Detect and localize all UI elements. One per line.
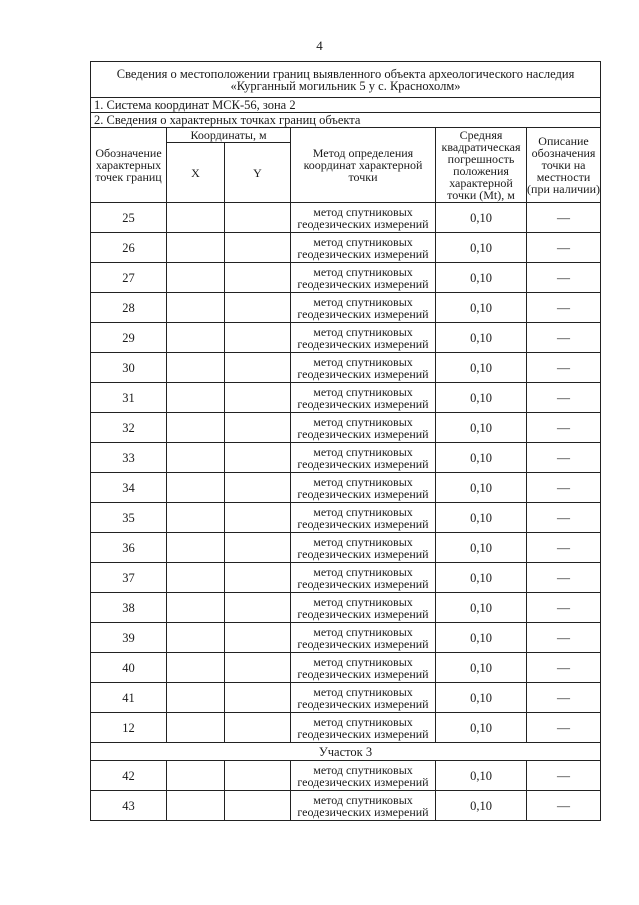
method-line-1: метод спутниковых [313,792,413,807]
coord-y [225,653,291,683]
coord-y [225,353,291,383]
accuracy-value: 0,10 [436,593,527,623]
coord-x [167,791,225,821]
accuracy-value: 0,10 [436,443,527,473]
description-value: — [527,563,601,593]
table-row [91,623,601,653]
coord-y [225,503,291,533]
table-row [91,683,601,713]
description-value: — [527,533,601,563]
method-cell [291,623,436,653]
accuracy-value: 0,10 [436,203,527,233]
coord-x [167,683,225,713]
method-line-1: метод спутниковых [313,762,413,777]
coord-x [167,233,225,263]
method-line-2: геодезических измерений [297,276,429,291]
header-y: Y [225,143,291,203]
point-id: 12 [91,713,167,743]
table-row [91,713,601,743]
method-line-2: геодезических измерений [297,804,429,819]
point-id: 37 [91,563,167,593]
coord-x [167,203,225,233]
method-line-2: геодезических измерений [297,696,429,711]
accuracy-value: 0,10 [436,413,527,443]
coord-x [167,593,225,623]
method-cell [291,353,436,383]
point-id: 40 [91,653,167,683]
method-cell [291,263,436,293]
table-row [91,203,601,233]
method-line-2: геодезических измерений [297,546,429,561]
point-id: 25 [91,203,167,233]
coord-x [167,533,225,563]
title-line-2: «Курганный могильник 5 у с. Краснохолм» [230,78,461,93]
table-row [91,413,601,443]
table-row [91,383,601,413]
table-row [91,443,601,473]
table-row [91,473,601,503]
method-cell [291,233,436,263]
point-id: 28 [91,293,167,323]
coord-x [167,443,225,473]
point-id: 42 [91,761,167,791]
table-row [91,791,601,821]
point-id: 43 [91,791,167,821]
method-line-1: метод спутниковых [313,564,413,579]
header-method: Метод определения координат характерной точки [291,128,436,203]
method-line-1: метод спутниковых [313,204,413,219]
point-id: 33 [91,443,167,473]
coord-y [225,623,291,653]
coord-y [225,203,291,233]
accuracy-value: 0,10 [436,323,527,353]
coord-y [225,791,291,821]
point-id: 30 [91,353,167,383]
points-info: 2. Сведения о характерных точках границ объекта [91,113,601,128]
method-line-1: метод спутниковых [313,264,413,279]
point-id: 36 [91,533,167,563]
page-number: 4 [316,38,323,53]
method-line-2: геодезических измерений [297,516,429,531]
accuracy-value: 0,10 [436,563,527,593]
method-line-1: метод спутниковых [313,354,413,369]
table-row [91,593,601,623]
coord-x [167,263,225,293]
method-cell [291,533,436,563]
coord-y [225,263,291,293]
accuracy-value: 0,10 [436,353,527,383]
coord-y [225,383,291,413]
accuracy-value: 0,10 [436,503,527,533]
accuracy-value: 0,10 [436,683,527,713]
description-value: — [527,263,601,293]
accuracy-value: 0,10 [436,263,527,293]
method-line-1: метод спутниковых [313,294,413,309]
accuracy-value: 0,10 [436,383,527,413]
boundary-points-table [90,61,601,821]
method-line-1: метод спутниковых [313,714,413,729]
method-line-1: метод спутниковых [313,384,413,399]
method-line-2: геодезических измерений [297,606,429,621]
table-row [91,323,601,353]
method-line-2: геодезических измерений [297,486,429,501]
coord-y [225,323,291,353]
method-line-2: геодезических измерений [297,396,429,411]
method-line-2: геодезических измерений [297,576,429,591]
point-id: 35 [91,503,167,533]
header-description: Описание обозначения точки на местности (при наличии) [527,128,601,203]
accuracy-value: 0,10 [436,761,527,791]
coord-x [167,413,225,443]
method-line-2: геодезических измерений [297,726,429,741]
method-line-1: метод спутниковых [313,234,413,249]
method-line-2: геодезических измерений [297,306,429,321]
table-row [91,233,601,263]
description-value: — [527,353,601,383]
coord-x [167,323,225,353]
description-value: — [527,203,601,233]
coord-y [225,713,291,743]
method-cell [291,563,436,593]
method-line-2: геодезических измерений [297,246,429,261]
description-value: — [527,503,601,533]
method-cell [291,713,436,743]
coord-x [167,563,225,593]
coord-x [167,353,225,383]
point-id: 31 [91,383,167,413]
method-cell [291,593,436,623]
method-line-1: метод спутниковых [313,414,413,429]
method-line-1: метод спутниковых [313,534,413,549]
coord-x [167,761,225,791]
method-line-2: геодезических измерений [297,666,429,681]
description-value: — [527,323,601,353]
method-cell [291,473,436,503]
table-row [91,263,601,293]
coord-y [225,293,291,323]
table-row [91,653,601,683]
title-line-1: Сведения о местоположении границ выявленного объекта археологического наследия [116,66,575,81]
point-id: 34 [91,473,167,503]
method-cell [291,443,436,473]
header-accuracy: Средняя квадратическая погрешность положения характерной точки (Mt), м [436,128,527,203]
description-value: — [527,473,601,503]
table-row [91,761,601,791]
table-row [91,533,601,563]
method-cell [291,791,436,821]
method-line-1: метод спутниковых [313,474,413,489]
header-coords: Координаты, м [167,128,291,143]
method-line-1: метод спутниковых [313,444,413,459]
description-value: — [527,683,601,713]
point-id: 41 [91,683,167,713]
description-value: — [527,233,601,263]
accuracy-value: 0,10 [436,653,527,683]
description-value: — [527,593,601,623]
method-line-2: геодезических измерений [297,336,429,351]
description-value: — [527,383,601,413]
description-value: — [527,713,601,743]
description-value: — [527,293,601,323]
coord-y [225,443,291,473]
method-line-1: метод спутниковых [313,624,413,639]
table-title [91,62,601,98]
description-value: — [527,761,601,791]
accuracy-value: 0,10 [436,533,527,563]
header-point: Обозначение характерных точек границ [91,128,167,203]
method-line-2: геодезических измерений [297,456,429,471]
method-cell [291,653,436,683]
point-id: 32 [91,413,167,443]
accuracy-value: 0,10 [436,713,527,743]
method-line-2: геодезических измерений [297,774,429,789]
coord-y [225,473,291,503]
point-id: 39 [91,623,167,653]
coord-y [225,563,291,593]
method-line-2: геодезических измерений [297,216,429,231]
accuracy-value: 0,10 [436,473,527,503]
coord-x [167,473,225,503]
description-value: — [527,791,601,821]
coord-system: 1. Система координат МСК-56, зона 2 [91,98,601,113]
coord-y [225,683,291,713]
method-line-2: геодезических измерений [297,636,429,651]
method-cell [291,503,436,533]
section-label: Участок 3 [91,743,601,761]
description-value: — [527,653,601,683]
coord-x [167,623,225,653]
coord-x [167,713,225,743]
method-cell [291,383,436,413]
coord-x [167,383,225,413]
coord-y [225,593,291,623]
coord-x [167,293,225,323]
method-line-1: метод спутниковых [313,654,413,669]
table-row [91,353,601,383]
accuracy-value: 0,10 [436,791,527,821]
point-id: 29 [91,323,167,353]
coord-y [225,533,291,563]
method-line-1: метод спутниковых [313,324,413,339]
method-cell [291,761,436,791]
method-cell [291,323,436,353]
coord-x [167,653,225,683]
table-row [91,563,601,593]
description-value: — [527,443,601,473]
method-line-2: геодезических измерений [297,426,429,441]
accuracy-value: 0,10 [436,623,527,653]
method-cell [291,413,436,443]
coord-y [225,761,291,791]
coord-y [225,413,291,443]
header-x: X [167,143,225,203]
description-value: — [527,623,601,653]
coord-y [225,233,291,263]
accuracy-value: 0,10 [436,233,527,263]
method-line-1: метод спутниковых [313,504,413,519]
method-cell [291,203,436,233]
coord-x [167,503,225,533]
method-line-1: метод спутниковых [313,684,413,699]
table-row [91,293,601,323]
method-cell [291,293,436,323]
method-cell [291,683,436,713]
point-id: 27 [91,263,167,293]
method-line-1: метод спутниковых [313,594,413,609]
accuracy-value: 0,10 [436,293,527,323]
method-line-2: геодезических измерений [297,366,429,381]
point-id: 26 [91,233,167,263]
point-id: 38 [91,593,167,623]
description-value: — [527,413,601,443]
table-row [91,503,601,533]
